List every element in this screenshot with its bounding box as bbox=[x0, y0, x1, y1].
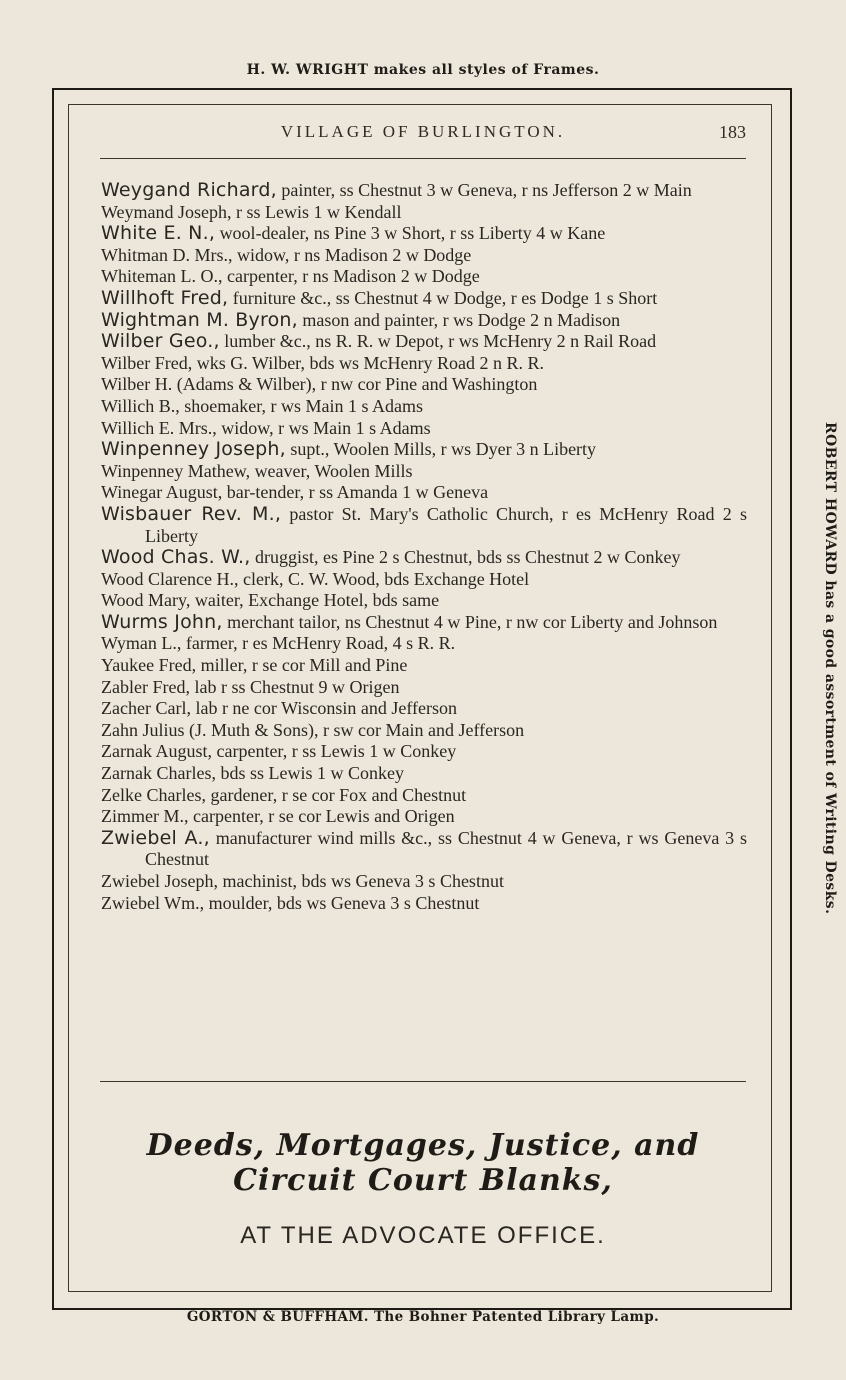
entry-name: Willhoft Fred, bbox=[101, 286, 229, 309]
directory-entry bbox=[101, 288, 747, 310]
outer-rule-left bbox=[52, 88, 54, 1310]
directory-entry bbox=[101, 418, 747, 440]
entry-text: Zimmer M., carpenter, r se cor Lewis and Origen bbox=[101, 806, 455, 827]
directory-entry bbox=[101, 202, 747, 224]
directory-entry bbox=[101, 763, 747, 785]
entry-text: Zarnak Charles, bds ss Lewis 1 w Conkey bbox=[101, 763, 404, 784]
entry-text: wool-dealer, ns Pine 3 w Short, r ss Liberty 4 w Kane bbox=[219, 223, 606, 244]
entry-text: pastor St. Mary's Catholic Church, r es McHenry Road 2 s Liberty bbox=[145, 503, 747, 546]
directory-entry bbox=[101, 310, 747, 332]
entry-text: Wilber H. (Adams & Wilber), r nw cor Pine and Washington bbox=[101, 374, 538, 395]
directory-entry bbox=[101, 698, 747, 720]
entry-name: Wurms John, bbox=[101, 610, 223, 633]
entry-text: Zelke Charles, gardener, r se cor Fox and Chestnut bbox=[101, 784, 467, 805]
entry-text: Wood Mary, waiter, Exchange Hotel, bds same bbox=[101, 590, 440, 611]
directory-entry bbox=[101, 741, 747, 763]
outer-rule-right bbox=[790, 88, 792, 1310]
entry-name: Weygand Richard, bbox=[101, 179, 277, 201]
directory-entry bbox=[101, 893, 747, 915]
entry-text: Willich B., shoemaker, r ws Main 1 s Adams bbox=[101, 395, 424, 416]
entry-text: Wyman L., farmer, r es McHenry Road, 4 s R. R. bbox=[101, 633, 456, 654]
directory-entry bbox=[101, 374, 747, 396]
directory-entry bbox=[101, 828, 747, 871]
directory-entry bbox=[101, 461, 747, 483]
entry-name: Wightman M. Byron, bbox=[101, 308, 298, 331]
entry-text: Zwiebel Joseph, machinist, bds ws Geneva 3 s Chestnut bbox=[101, 871, 504, 891]
advocate-office: AT THE ADVOCATE OFFICE. bbox=[240, 1222, 606, 1249]
directory-entry bbox=[101, 633, 747, 655]
directory-entry bbox=[101, 785, 747, 807]
directory-entry bbox=[101, 331, 747, 353]
entry-text: merchant tailor, ns Chestnut 4 w Pine, r nw cor Liberty and Johnson bbox=[227, 611, 718, 632]
directory-entry bbox=[101, 871, 747, 893]
directory-entry bbox=[101, 677, 747, 699]
directory-entry bbox=[101, 180, 747, 202]
entry-text: Willich E. Mrs., widow, r ws Main 1 s Adams bbox=[101, 417, 431, 438]
directory-entry bbox=[101, 720, 747, 742]
entry-text: druggist, es Pine 2 s Chestnut, bds ss Chestnut 2 w Conkey bbox=[254, 547, 681, 568]
directory-entry bbox=[101, 547, 747, 569]
entry-name: White E. N., bbox=[101, 222, 216, 245]
entry-text: painter, ss Chestnut 3 w Geneva, r ns Jefferson 2 w Main bbox=[281, 180, 692, 200]
entry-text: lumber &c., ns R. R. w Depot, r ws McHenry 2 n Rail Road bbox=[224, 331, 657, 352]
entry-text: Winpenney Mathew, weaver, Woolen Mills bbox=[101, 460, 413, 481]
side-advertisement: ROBERT HOWARD has a good assortment of Writing Desks. bbox=[822, 422, 838, 915]
entry-text: Weymand Joseph, r ss Lewis 1 w Kendall bbox=[101, 201, 402, 222]
directory-entry bbox=[101, 612, 747, 634]
entry-text: Wilber Fred, wks G. Wilber, bds ws McHenry Road 2 n R. R. bbox=[101, 352, 544, 373]
bottom-advertisement: GORTON & BUFFHAM. The Bohner Patented Library Lamp. bbox=[186, 1309, 660, 1325]
entry-text: Zacher Carl, lab r ne cor Wisconsin and Jefferson bbox=[101, 698, 457, 719]
directory-entry bbox=[101, 482, 747, 504]
directory-entry bbox=[101, 396, 747, 418]
directory-entry bbox=[101, 353, 747, 375]
directory-entry bbox=[101, 590, 747, 612]
directory-entry bbox=[101, 245, 747, 267]
directory-entry bbox=[101, 655, 747, 677]
entry-text: Wood Clarence H., clerk, C. W. Wood, bds Exchange Hotel bbox=[101, 568, 530, 589]
entry-name: Wilber Geo., bbox=[101, 330, 220, 353]
entry-text: Zahn Julius (J. Muth & Sons), r sw cor Main and Jefferson bbox=[101, 719, 525, 740]
entry-text: mason and painter, r ws Dodge 2 n Madison bbox=[302, 309, 621, 330]
directory-entries bbox=[101, 180, 747, 914]
directory-entry bbox=[101, 569, 747, 591]
entry-text: Zabler Fred, lab r ss Chestnut 9 w Origen bbox=[101, 676, 400, 697]
directory-entry bbox=[101, 504, 747, 547]
directory-entry bbox=[101, 266, 747, 288]
blanks-advertisement: Deeds, Mortgages, Justice, and Circuit Court Blanks, bbox=[146, 1128, 700, 1198]
directory-entry bbox=[101, 806, 747, 828]
outer-rule-top bbox=[52, 88, 792, 90]
entry-name: Zwiebel A., bbox=[101, 826, 210, 849]
entry-text: furniture &c., ss Chestnut 4 w Dodge, r es Dodge 1 s Short bbox=[232, 287, 658, 308]
entry-text: Zarnak August, carpenter, r ss Lewis 1 w Conkey bbox=[101, 741, 457, 762]
page-title: VILLAGE OF BURLINGTON. bbox=[280, 122, 566, 141]
top-advertisement: H. W. WRIGHT makes all styles of Frames. bbox=[246, 62, 600, 78]
directory-entry bbox=[101, 223, 747, 245]
entry-text: supt., Woolen Mills, r ws Dyer 3 n Liberty bbox=[290, 439, 597, 460]
entry-name: Winpenney Joseph, bbox=[101, 438, 286, 461]
entry-name: Wood Chas. W., bbox=[101, 546, 251, 569]
entry-text: Whiteman L. O., carpenter, r ns Madison 2 w Dodge bbox=[101, 266, 480, 287]
entry-text: Zwiebel Wm., moulder, bds ws Geneva 3 s Chestnut bbox=[101, 892, 480, 913]
entry-text: Yaukee Fred, miller, r se cor Mill and Pine bbox=[101, 655, 408, 676]
header-rule bbox=[100, 158, 746, 159]
page-number: 183 bbox=[719, 122, 746, 142]
directory-entry bbox=[101, 439, 747, 461]
footer-rule bbox=[100, 1081, 746, 1082]
entry-text: Winegar August, bar-tender, r ss Amanda 1 w Geneva bbox=[101, 482, 489, 503]
entry-name: Wisbauer Rev. M., bbox=[101, 502, 282, 525]
entry-text: Whitman D. Mrs., widow, r ns Madison 2 w Dodge bbox=[101, 244, 472, 265]
entry-text: manufacturer wind mills &c., ss Chestnut 4 w Geneva, r ws Geneva 3 s Chestnut bbox=[145, 827, 747, 870]
